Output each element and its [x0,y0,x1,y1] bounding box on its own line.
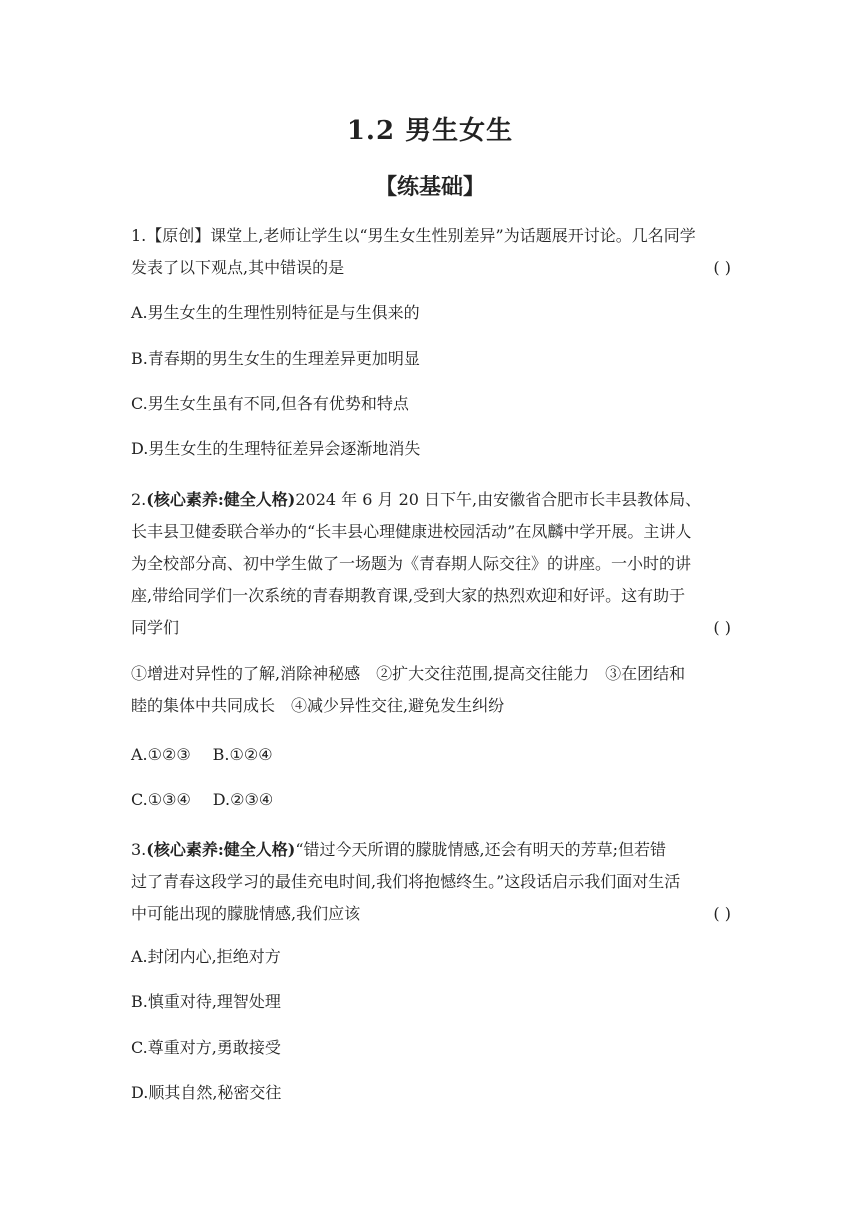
answer-paren: ( ) [713,904,731,923]
question-3-line-1 [131,834,731,866]
q2-option-d: D.②③④ [212,790,274,809]
q2-option-b: B.①②④ [212,745,273,764]
question-3 [131,834,731,930]
question-1 [131,220,731,284]
question-3-line-3-row [131,898,731,930]
question-1-line-1: 1.【原创】课堂上,老师让学生以“男生女生性别差异”为话题展开讨论。几名同学 [131,226,696,245]
section-heading: 【练基础】 [374,174,485,200]
q2-statements-line-2: 睦的集体中共同成长 ④减少异性交往,避免发生纠纷 [131,696,505,715]
q3-option-c: C.尊重对方,勇敢接受 [131,1038,281,1057]
question-2-line-4: 座,带给同学们一次系统的青春期教育课,受到大家的热烈欢迎和好评。这有助于 [131,586,686,605]
q3-option-a: A.封闭内心,拒绝对方 [131,947,281,966]
q2-option-c: C.①③④ [131,790,191,809]
q1-option-d: D.男生女生的生理特征差异会逐渐地消失 [131,439,421,458]
question-3-tag: (核心素养:健全人格) [146,840,296,859]
q2-options-row-2 [131,784,273,816]
question-3-line-2: 过了青春这段学习的最佳充电时间,我们将抱憾终生。”这段话启示我们面对生活 [131,872,681,891]
q3-option-d: D.顺其自然,秘密交往 [131,1083,282,1102]
question-2-line-5: 同学们 [131,618,180,637]
question-2-line-1-text: 2024 年 6 月 20 日下午,由安徽省合肥市长丰县教体局、 [295,490,702,509]
answer-paren: ( ) [713,618,731,637]
question-2-line-3: 为全校部分高、初中学生做了一场题为《青春期人际交往》的讲座。一小时的讲 [131,554,692,573]
question-3-number: 3. [131,840,147,859]
page-title: 1.2 男生女生 [346,116,514,146]
question-2-tag: (核心素养:健全人格) [146,490,296,509]
question-2-line-2: 长丰县卫健委联合举办的“长丰县心理健康进校园活动”在凤麟中学开展。主讲人 [131,522,692,541]
question-2-line-1 [131,484,731,516]
question-1-line-2-row [131,252,731,284]
answer-paren: ( ) [713,258,731,277]
question-3-line-1-text: “错过今天所谓的朦胧情感,还会有明天的芳草;但若错 [295,840,666,859]
question-2 [131,484,731,644]
q1-option-a: A.男生女生的生理性别特征是与生俱来的 [131,303,420,322]
q1-option-b: B.青春期的男生女生的生理差异更加明显 [131,349,420,368]
question-2-line-5-row [131,612,731,644]
question-1-line-2: 发表了以下观点,其中错误的是 [131,258,345,277]
question-2-number: 2. [131,490,147,509]
q1-option-c: C.男生女生虽有不同,但各有优势和特点 [131,394,409,413]
q3-option-b: B.慎重对待,理智处理 [131,992,281,1011]
question-3-line-3: 中可能出现的朦胧情感,我们应该 [131,904,361,923]
q2-statements [131,658,731,722]
q2-options-row-1 [131,739,273,771]
q2-statements-line-1: ①增进对异性的了解,消除神秘感 ②扩大交往范围,提高交往能力 ③在团结和 [131,664,686,683]
q2-option-a: A.①②③ [131,745,191,764]
